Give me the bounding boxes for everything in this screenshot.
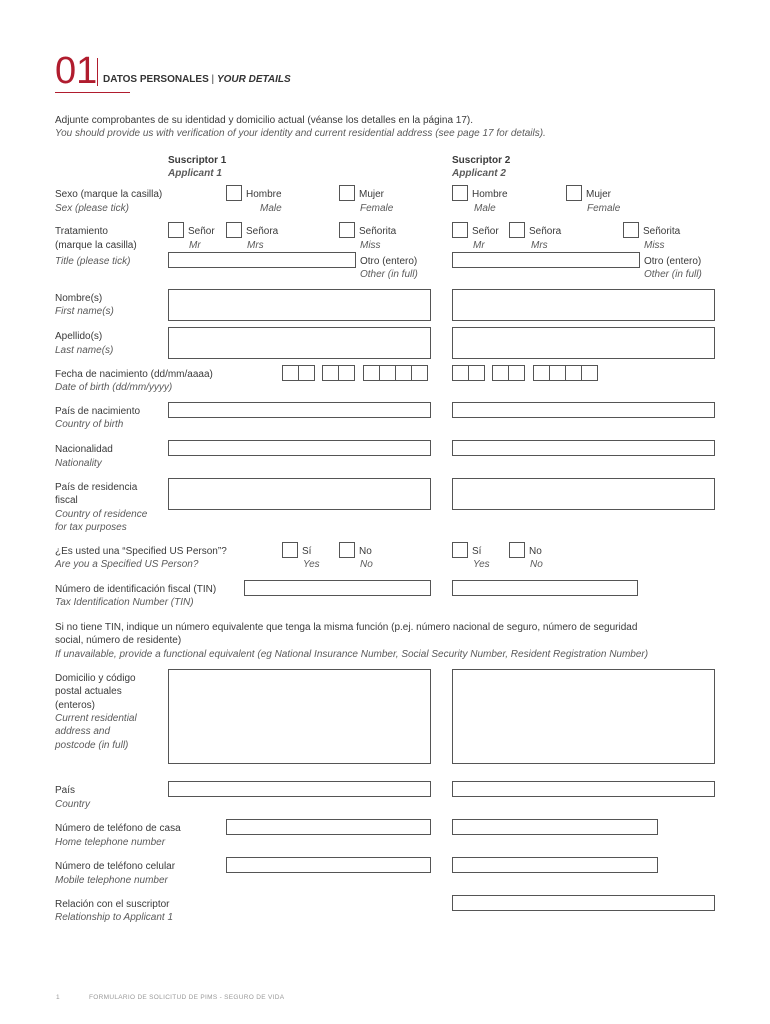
a1-mr-checkbox[interactable]: [168, 222, 184, 238]
dob-es: Fecha de nacimiento (dd/mm/aaaa): [55, 369, 213, 380]
a2-miss-en: Miss: [644, 240, 665, 251]
a1-other-es: Otro (entero): [360, 256, 418, 267]
address-en3: postcode (in full): [55, 740, 129, 751]
a1-title-other-input[interactable]: [168, 252, 356, 268]
applicant2-es: Suscriptor 2: [452, 155, 511, 166]
a1-us-no-es: No: [359, 546, 372, 557]
a2-female-checkbox[interactable]: [566, 185, 582, 201]
a1-tax-residence-input[interactable]: [168, 478, 431, 510]
tin-en: Tax Identification Number (TIN): [55, 597, 194, 608]
dob-cell[interactable]: [411, 365, 428, 381]
section-title: [103, 73, 291, 86]
a1-mr-es: Señor: [188, 226, 215, 237]
a1-male-checkbox[interactable]: [226, 185, 242, 201]
a1-tin-input[interactable]: [244, 580, 431, 596]
a2-last-name-input[interactable]: [452, 327, 715, 359]
applicant2-en: Applicant 2: [452, 168, 506, 179]
a1-mrs-en: Mrs: [247, 240, 264, 251]
title-separator: |: [211, 74, 215, 85]
a2-us-yes-es: Sí: [472, 546, 482, 557]
country-birth-es: País de nacimiento: [55, 406, 141, 417]
dob-cell[interactable]: [581, 365, 598, 381]
a2-relationship-input[interactable]: [452, 895, 715, 911]
country-en: Country: [55, 799, 91, 810]
a2-other-es: Otro (entero): [644, 256, 702, 267]
dob-cell[interactable]: [298, 365, 315, 381]
tax-residence-en2: for tax purposes: [55, 522, 127, 533]
a2-other-en: Other (in full): [644, 269, 702, 280]
a1-home-phone-input[interactable]: [226, 819, 431, 835]
sex-label-en: Sex (please tick): [55, 203, 129, 214]
us-person-en: Are you a Specified US Person?: [55, 559, 199, 570]
a1-us-yes-en: Yes: [303, 559, 320, 570]
intro-es: Adjunte comprobantes de su identidad y domicilio actual (véanse los detalles en la página 17).: [55, 115, 474, 126]
a2-title-other-input[interactable]: [452, 252, 640, 268]
address-es1: Domicilio y código: [55, 673, 136, 684]
footer-text: FORMULARIO DE SOLICITUD DE PIMS - SEGURO DE VIDA: [89, 994, 285, 1001]
a2-us-no-es: No: [529, 546, 542, 557]
a1-male-en: Male: [260, 203, 282, 214]
country-es: País: [55, 785, 76, 796]
a2-us-no-checkbox[interactable]: [509, 542, 525, 558]
title-es: DATOS PERSONALES: [103, 74, 209, 85]
intro-en: You should provide us with verification of your identity and current residential address (see page 17 for details).: [55, 128, 546, 139]
a2-miss-checkbox[interactable]: [623, 222, 639, 238]
address-en1: Current residential: [55, 713, 137, 724]
dob-cell[interactable]: [508, 365, 525, 381]
a1-last-name-input[interactable]: [168, 327, 431, 359]
a2-mr-es: Señor: [472, 226, 499, 237]
home-phone-en: Home telephone number: [55, 837, 166, 848]
a1-other-en: Other (in full): [360, 269, 418, 280]
no-tin-es2: social, número de residente): [55, 635, 182, 646]
a2-home-phone-input[interactable]: [452, 819, 658, 835]
address-es3: (enteros): [55, 700, 96, 711]
a2-mr-en: Mr: [473, 240, 485, 251]
dob-en: Date of birth (dd/mm/yyyy): [55, 382, 173, 393]
a2-country-birth-input[interactable]: [452, 402, 715, 418]
a2-female-es: Mujer: [586, 189, 612, 200]
dob-cell[interactable]: [395, 365, 412, 381]
title-label-en: Title (please tick): [55, 256, 131, 267]
dob-cell[interactable]: [282, 365, 299, 381]
section-number-divider: [97, 58, 98, 86]
a2-mobile-phone-input[interactable]: [452, 857, 658, 873]
a1-country-birth-input[interactable]: [168, 402, 431, 418]
a1-us-yes-es: Sí: [302, 546, 312, 557]
a2-address-input[interactable]: [452, 669, 715, 764]
dob-cell[interactable]: [549, 365, 566, 381]
dob-cell[interactable]: [322, 365, 339, 381]
last-name-es: Apellido(s): [55, 331, 103, 342]
a2-us-yes-en: Yes: [473, 559, 490, 570]
a2-first-name-input[interactable]: [452, 289, 715, 321]
a2-miss-es: Señorita: [643, 226, 681, 237]
a2-mrs-checkbox[interactable]: [509, 222, 525, 238]
no-tin-en: If unavailable, provide a functional equivalent (eg National Insurance Number, Social Security Number, Resident Registration Number): [55, 649, 649, 660]
a2-tax-residence-input[interactable]: [452, 478, 715, 510]
a2-us-no-en: No: [530, 559, 543, 570]
last-name-en: Last name(s): [55, 345, 114, 356]
a1-mrs-checkbox[interactable]: [226, 222, 242, 238]
nationality-es: Nacionalidad: [55, 444, 113, 455]
a2-mrs-en: Mrs: [531, 240, 548, 251]
mobile-phone-es: Número de teléfono celular: [55, 861, 176, 872]
footer-page-number: 1: [56, 994, 60, 1001]
a1-mrs-es: Señora: [246, 226, 279, 237]
sex-label-es: Sexo (marque la casilla): [55, 189, 163, 200]
dob-cell[interactable]: [533, 365, 550, 381]
a1-us-no-checkbox[interactable]: [339, 542, 355, 558]
home-phone-es: Número de teléfono de casa: [55, 823, 181, 834]
title-label-es1: Tratamiento: [55, 226, 108, 237]
dob-cell[interactable]: [379, 365, 396, 381]
no-tin-es1: Si no tiene TIN, indique un número equivalente que tenga la misma función (p.ej. número nacional de seguro, número de seguridad: [55, 622, 638, 633]
a2-tin-input[interactable]: [452, 580, 638, 596]
tin-es: Número de identificación fiscal (TIN): [55, 584, 217, 595]
section-number: 01: [55, 50, 98, 92]
tax-residence-es2: fiscal: [55, 495, 78, 506]
title-label-es2: (marque la casilla): [55, 240, 137, 251]
a2-male-en: Male: [474, 203, 496, 214]
a1-female-checkbox[interactable]: [339, 185, 355, 201]
dob-cell[interactable]: [338, 365, 355, 381]
dob-cell[interactable]: [565, 365, 582, 381]
a1-mr-en: Mr: [189, 240, 201, 251]
a1-miss-es: Señorita: [359, 226, 397, 237]
a1-female-en: Female: [360, 203, 394, 214]
a2-male-checkbox[interactable]: [452, 185, 468, 201]
a2-us-yes-checkbox[interactable]: [452, 542, 468, 558]
a1-male-es: Hombre: [246, 189, 282, 200]
dob-cell[interactable]: [363, 365, 380, 381]
first-name-en: First name(s): [55, 306, 114, 317]
a1-country-input[interactable]: [168, 781, 431, 797]
a1-us-yes-checkbox[interactable]: [282, 542, 298, 558]
applicant1-en: Applicant 1: [168, 168, 222, 179]
relationship-en: Relationship to Applicant 1: [55, 912, 174, 923]
applicant1-es: Suscriptor 1: [168, 155, 227, 166]
a1-nationality-input[interactable]: [168, 440, 431, 456]
dob-cell[interactable]: [452, 365, 469, 381]
header-underline: [55, 92, 130, 93]
a2-country-input[interactable]: [452, 781, 715, 797]
title-en: YOUR DETAILS: [216, 74, 291, 85]
first-name-es: Nombre(s): [55, 293, 103, 304]
us-person-es: ¿Es usted una “Specified US Person”?: [55, 546, 227, 557]
a2-nationality-input[interactable]: [452, 440, 715, 456]
a1-first-name-input[interactable]: [168, 289, 431, 321]
dob-cell[interactable]: [492, 365, 509, 381]
relationship-es: Relación con el suscriptor: [55, 899, 170, 910]
a2-mr-checkbox[interactable]: [452, 222, 468, 238]
country-birth-en: Country of birth: [55, 419, 124, 430]
a2-female-en: Female: [587, 203, 621, 214]
a1-us-no-en: No: [360, 559, 373, 570]
a1-miss-en: Miss: [360, 240, 381, 251]
address-es2: postal actuales: [55, 686, 122, 697]
a1-address-input[interactable]: [168, 669, 431, 764]
mobile-phone-en: Mobile telephone number: [55, 875, 168, 886]
address-en2: address and: [55, 726, 111, 737]
tax-residence-es1: País de residencia: [55, 482, 138, 493]
a2-male-es: Hombre: [472, 189, 508, 200]
a1-female-es: Mujer: [359, 189, 385, 200]
dob-cell[interactable]: [468, 365, 485, 381]
nationality-en: Nationality: [55, 458, 102, 469]
a1-miss-checkbox[interactable]: [339, 222, 355, 238]
a2-mrs-es: Señora: [529, 226, 562, 237]
a1-mobile-phone-input[interactable]: [226, 857, 431, 873]
tax-residence-en1: Country of residence: [55, 509, 148, 520]
